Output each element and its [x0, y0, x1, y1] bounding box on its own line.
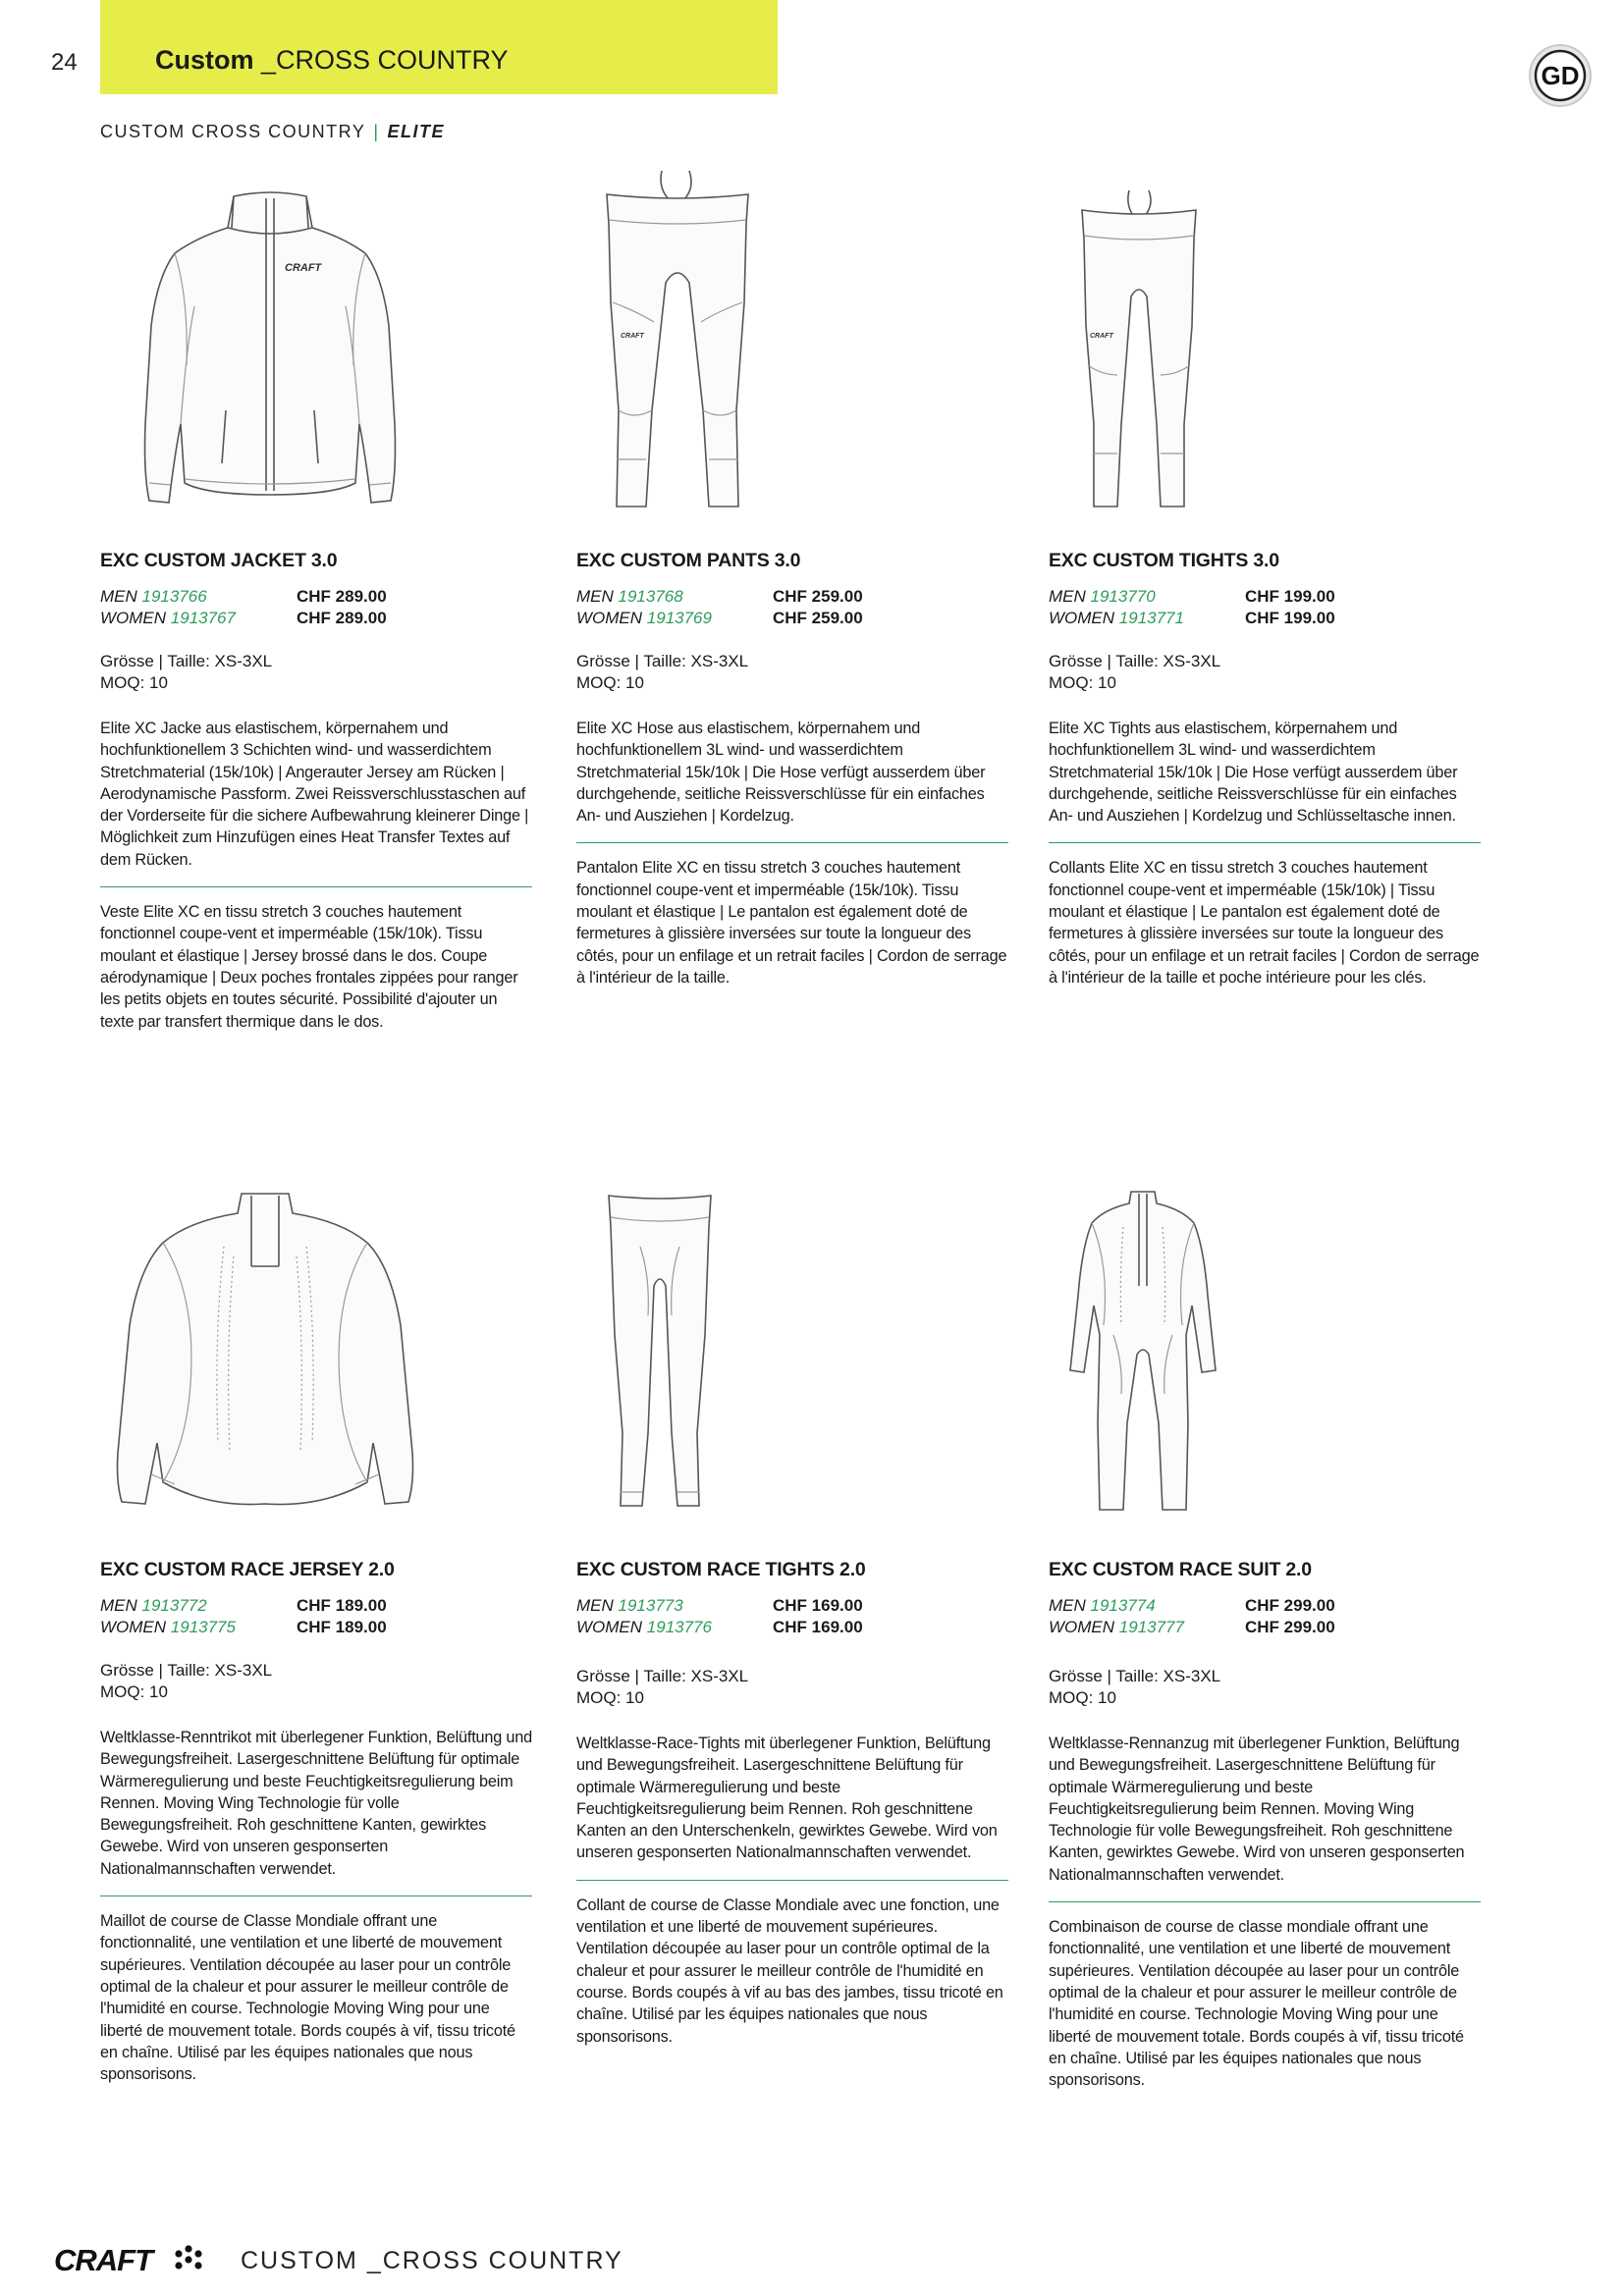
price-row-women — [576, 608, 1008, 629]
men-label — [576, 1595, 773, 1617]
header-title-bold: Custom — [155, 45, 254, 75]
men-code: 1913774 — [1090, 1596, 1156, 1615]
size-moq — [1049, 651, 1481, 694]
women-label — [576, 608, 773, 629]
page-number: 24 — [51, 49, 78, 76]
tights-craft-logo: CRAFT — [1090, 333, 1113, 340]
women-label-text: WOMEN — [100, 609, 167, 627]
women-code: 1913776 — [646, 1618, 712, 1636]
men-label — [1049, 1595, 1245, 1617]
section-label — [100, 122, 445, 142]
divider — [1049, 842, 1481, 843]
price-row-women — [1049, 1617, 1481, 1638]
gd-logo-text: GD — [1541, 61, 1580, 90]
jacket-illustration — [137, 188, 403, 512]
women-price: CHF 189.00 — [297, 1618, 387, 1636]
men-label-text: MEN — [100, 587, 137, 606]
women-code: 1913771 — [1118, 609, 1184, 627]
size-range: Grösse | Taille: XS-3XL — [100, 652, 273, 670]
size-range: Grösse | Taille: XS-3XL — [1049, 652, 1221, 670]
size-range: Grösse | Taille: XS-3XL — [576, 652, 749, 670]
header-title-rest: _CROSS COUNTRY — [253, 45, 509, 75]
size-moq — [100, 1660, 532, 1703]
men-price: CHF 189.00 — [297, 1596, 387, 1615]
divider — [100, 886, 532, 887]
description-de: Elite XC Hose aus elastischem, körpernahem und hochfunktionellem 3L wind- und wasserdichtem Stretchmaterial 15k/10k | Die Hose verfügt ausserdem über durchgehende, seitliche Reissverschlüsse für ein einfaches An- und Ausziehen | Kordelzug. — [576, 720, 986, 826]
moq: MOQ: 10 — [576, 673, 644, 692]
footer-brand-text: CRAFT — [54, 2243, 153, 2275]
men-label-text: MEN — [100, 1596, 137, 1615]
men-label-text: MEN — [576, 587, 614, 606]
men-price: CHF 289.00 — [297, 587, 387, 606]
description-fr: Maillot de course de Classe Mondiale offrant une fonctionnalité, une ventilation et une liberté de mouvement supérieures. Ventilation découpée au laser pour un contrôle optimal de la chaleur et pour assurer le meilleur contrôle de l'humidité en course. Technologie Moving Wing pour une liberté de mouvement totale. Bords coupés à vif, tissu tricoté en chaîne. Utilisé par les équipes nationales que nous sponsorisons. — [100, 1912, 515, 2084]
women-code: 1913769 — [646, 609, 712, 627]
men-code: 1913766 — [141, 587, 207, 606]
men-code: 1913770 — [1090, 587, 1156, 606]
header-title — [155, 45, 509, 76]
men-label — [100, 586, 297, 608]
women-price: CHF 299.00 — [1245, 1618, 1335, 1636]
product-pants — [576, 550, 1008, 988]
women-label — [1049, 1617, 1245, 1638]
description-de: Weltklasse-Race-Tights mit überlegener Funktion, Belüftung und Bewegungsfreiheit. Lasergeschnittene Belüftung für optimale Wärmeregulierung und beste Feuchtigkeitsregulierung beim Rennen. Roh geschnittene Kanten an den Unterschenkeln, gewirktes Gewebe. Wird von unseren gesponserten Nationalmannschaften verwendet. — [576, 1735, 998, 1862]
men-price: CHF 259.00 — [773, 587, 863, 606]
women-label-text: WOMEN — [576, 609, 643, 627]
product-race-suit — [1049, 1559, 1481, 2091]
men-label — [1049, 586, 1245, 608]
size-moq — [576, 651, 1008, 694]
product-tights — [1049, 550, 1481, 988]
price-row-women — [100, 608, 532, 629]
product-name: EXC CUSTOM JACKET 3.0 — [100, 550, 338, 571]
price-row-men — [576, 1595, 1008, 1617]
size-moq — [100, 651, 532, 694]
description-fr: Combinaison de course de classe mondiale offrant une fonctionnalité, une ventilation et une liberté de mouvement supérieures. Ventilation découpée au laser pour un contrôle optimal de la chaleur et pour assurer le meilleur contrôle de l'humidité en course. Technologie Moving Wing pour une liberté de mouvement totale. Bords coupés à vif, tissu tricoté en chaîne. Utilisé par les équipes nationales que nous sponsorisons. — [1049, 1918, 1464, 2090]
moq: MOQ: 10 — [1049, 1688, 1116, 1707]
price-row-women — [576, 1617, 1008, 1638]
product-name: EXC CUSTOM PANTS 3.0 — [576, 550, 801, 571]
women-price: CHF 169.00 — [773, 1618, 863, 1636]
men-label-text: MEN — [1049, 587, 1086, 606]
section-label-tier: ELITE — [387, 122, 446, 141]
size-moq — [576, 1666, 1008, 1709]
pants-craft-logo: CRAFT — [621, 333, 644, 340]
divider — [1049, 1901, 1481, 1902]
women-label-text: WOMEN — [100, 1618, 167, 1636]
tights-illustration — [1072, 188, 1206, 514]
product-race-tights — [576, 1559, 1008, 2048]
men-label-text: MEN — [576, 1596, 614, 1615]
footer-text: CUSTOM _CROSS COUNTRY — [241, 2247, 623, 2274]
men-price: CHF 199.00 — [1245, 587, 1335, 606]
men-code: 1913772 — [141, 1596, 207, 1615]
product-name: EXC CUSTOM RACE TIGHTS 2.0 — [576, 1559, 866, 1580]
description-fr: Veste Elite XC en tissu stretch 3 couches hautement fonctionnel coupe-vent et imperméable (15k/10k). Tissu moulant et élastique | Jersey brossé dans le dos. Coupe aérodynamique | Deux poches frontales zippées pour ranger les petits objets en toutes sécurité. Possibilité d'ajouter un texte par transfert thermique dans le dos. — [100, 903, 518, 1031]
price-row-men — [1049, 1595, 1481, 1617]
description-de: Elite XC Tights aus elastischem, körpernahem und hochfunktionellem 3L wind- und wasserdichtem Stretchmaterial 15k/10k | Die Hose verfügt ausserdem über durchgehende, seitliche Reissverschlüsse für ein einfaches An- und Ausziehen | Kordelzug und Schlüsseltasche innen. — [1049, 720, 1458, 826]
size-range: Grösse | Taille: XS-3XL — [576, 1667, 749, 1685]
pants-illustration — [599, 165, 756, 514]
price-row-men — [100, 1595, 532, 1617]
race-suit-illustration — [1064, 1188, 1221, 1518]
craft-logo-icon — [54, 2242, 211, 2275]
header-band — [100, 0, 778, 94]
women-label-text: WOMEN — [1049, 609, 1115, 627]
race-jersey-illustration — [116, 1188, 415, 1516]
size-range: Grösse | Taille: XS-3XL — [100, 1661, 273, 1680]
men-code: 1913773 — [618, 1596, 683, 1615]
moq: MOQ: 10 — [576, 1688, 644, 1707]
women-code: 1913777 — [1118, 1618, 1184, 1636]
divider — [576, 842, 1008, 843]
gd-logo-icon — [1528, 43, 1593, 108]
section-label-main: CUSTOM CROSS COUNTRY — [100, 122, 366, 141]
product-race-jersey — [100, 1559, 532, 2085]
women-label-text: WOMEN — [1049, 1618, 1115, 1636]
men-price: CHF 299.00 — [1245, 1596, 1335, 1615]
product-name: EXC CUSTOM RACE SUIT 2.0 — [1049, 1559, 1312, 1580]
men-code: 1913768 — [618, 587, 683, 606]
description-de: Elite XC Jacke aus elastischem, körpernahem und hochfunktionellem 3 Schichten wind- und wasserdichtem Stretchmaterial (15k/10k) | Angerauter Jersey am Rücken | Aerodynamische Passform. Zwei Reissverschlusstaschen auf der Vorderseite für die sichere Aufbewahrung kleinerer Dinge | Möglichkeit zum Hinzufügen eines Heat Transfer Textes auf dem Rücken. — [100, 720, 529, 869]
jacket-craft-logo: CRAFT — [285, 262, 322, 274]
women-label — [1049, 608, 1245, 629]
price-row-women — [1049, 608, 1481, 629]
women-label-text: WOMEN — [576, 1618, 643, 1636]
women-code: 1913775 — [170, 1618, 236, 1636]
size-range: Grösse | Taille: XS-3XL — [1049, 1667, 1221, 1685]
men-label — [576, 586, 773, 608]
moq: MOQ: 10 — [100, 673, 168, 692]
race-tights-illustration — [601, 1188, 719, 1514]
divider — [576, 1880, 1008, 1881]
women-label — [576, 1617, 773, 1638]
description-fr: Pantalon Elite XC en tissu stretch 3 couches hautement fonctionnel coupe-vent et imperméable (15k/10k). Tissu moulant et élastique | Le pantalon est également doté de fermetures à glissière inversées sur toute la longueur des côtés, pour un enfilage et un retrait faciles | Cordon de serrage à l'intérieur de la taille. — [576, 859, 1007, 987]
description-de: Weltklasse-Rennanzug mit überlegener Funktion, Belüftung und Bewegungsfreiheit. Lasergeschnittene Belüftung für optimale Wärmeregulierung und beste Feuchtigkeitsregulierung beim Rennen. Moving Wing Technologie für volle Bewegungsfreiheit. Roh geschnittene Kanten, gewirktes Gewebe. Wird von unseren gesponserten Nationalmannschaften verwendet. — [1049, 1735, 1465, 1884]
product-jacket — [100, 550, 532, 1033]
men-label — [100, 1595, 297, 1617]
size-moq — [1049, 1666, 1481, 1709]
price-row-men — [576, 586, 1008, 608]
product-name: EXC CUSTOM TIGHTS 3.0 — [1049, 550, 1279, 571]
women-price: CHF 289.00 — [297, 609, 387, 627]
men-label-text: MEN — [1049, 1596, 1086, 1615]
price-row-women — [100, 1617, 532, 1638]
description-fr: Collant de course de Classe Mondiale avec une fonction, une ventilation et une liberté de mouvement supérieures. Ventilation découpée au laser pour un contrôle optimal de la chaleur et pour assurer le meilleur contrôle de l'humidité en course. Bords coupés à vif au bas des jambes, tissu tricoté en chaîne. Utilisé par les équipes nationales que nous sponsorisons. — [576, 1896, 1003, 2046]
women-price: CHF 259.00 — [773, 609, 863, 627]
women-code: 1913767 — [170, 609, 236, 627]
price-row-men — [100, 586, 532, 608]
product-name: EXC CUSTOM RACE JERSEY 2.0 — [100, 1559, 395, 1580]
price-row-men — [1049, 586, 1481, 608]
women-label — [100, 608, 297, 629]
description-de: Weltklasse-Renntrikot mit überlegener Funktion, Belüftung und Bewegungsfreiheit. Lasergeschnittene Belüftung für optimale Wärmeregulierung und beste Feuchtigkeitsregulierung beim Rennen. Moving Wing Technologie für volle Bewegungsfreiheit. Roh geschnittene Kanten, gewirktes Gewebe. Wird von unseren gesponserten Nationalmannschaften verwendet. — [100, 1729, 532, 1878]
moq: MOQ: 10 — [100, 1682, 168, 1701]
women-label — [100, 1617, 297, 1638]
women-price: CHF 199.00 — [1245, 609, 1335, 627]
section-label-separator: | — [373, 122, 380, 141]
men-price: CHF 169.00 — [773, 1596, 863, 1615]
description-fr: Collants Elite XC en tissu stretch 3 couches hautement fonctionnel coupe-vent et imperméable (15k/10k) | Tissu moulant et élastique | Le pantalon est également doté de fermetures à glissière inversées sur toute la longueur des côtés, pour un enfilage et un retrait faciles | Cordon de serrage à l'intérieur de la taille et poche intérieure pour les clés. — [1049, 859, 1480, 987]
moq: MOQ: 10 — [1049, 673, 1116, 692]
